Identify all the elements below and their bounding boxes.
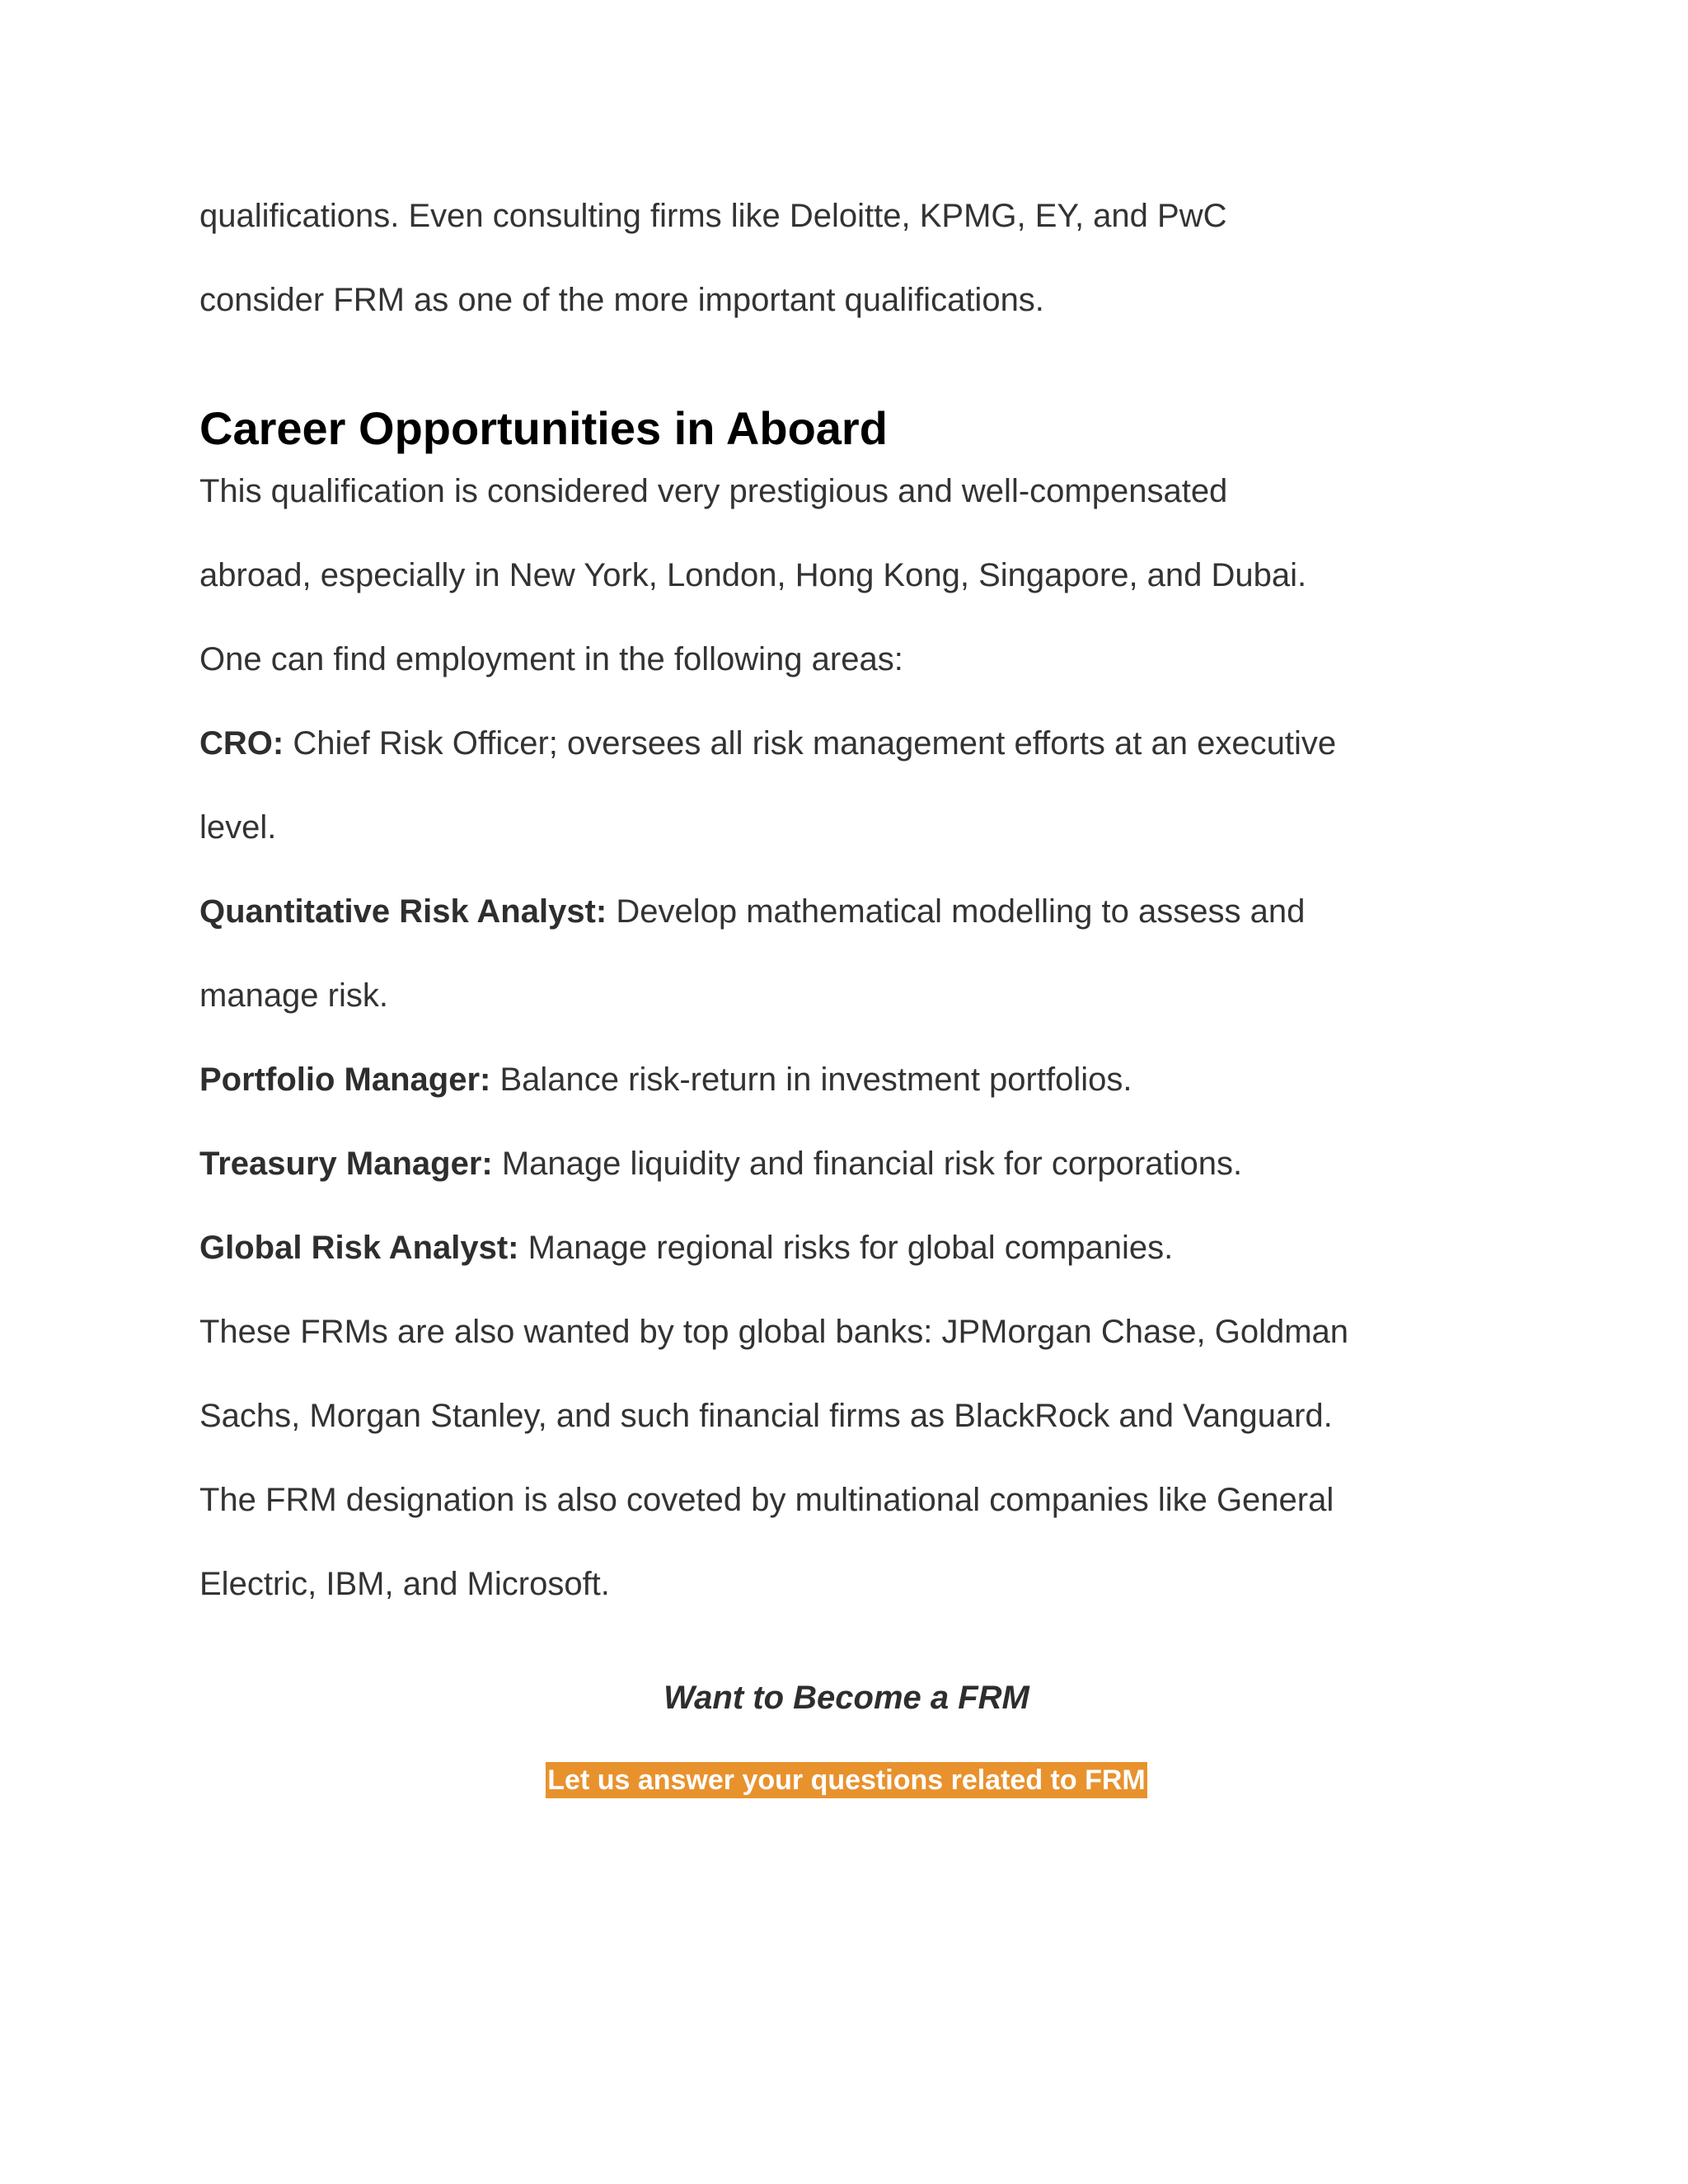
cta-container (199, 1762, 1493, 1798)
intro-line-2: consider FRM as one of the more important qualifications. (199, 282, 1044, 318)
role-term: Global Risk Analyst: (199, 1230, 519, 1266)
role-treasury-manager (199, 1144, 1242, 1183)
role-term: CRO: (199, 725, 284, 762)
role-description: Develop mathematical modelling to assess and (616, 893, 1306, 930)
cta-title: Want to Become a FRM (663, 1680, 1029, 1716)
intro-line-1: qualifications. Even consulting firms like Deloitte, KPMG, EY, and PwC (199, 198, 1227, 234)
paragraph-line: abroad, especially in New York, London, Hong Kong, Singapore, and Dubai. (199, 557, 1307, 593)
paragraph-line: One can find employment in the following areas: (199, 641, 903, 677)
role-description: Balance risk-return in investment portfolios. (499, 1062, 1132, 1098)
role-cro (199, 724, 1336, 763)
paragraph-line: This qualification is considered very prestigious and well-compensated (199, 473, 1228, 509)
role-global-risk-analyst (199, 1228, 1173, 1268)
role-term: Treasury Manager: (199, 1146, 493, 1182)
role-description-cont: level. (199, 809, 277, 846)
role-term: Portfolio Manager: (199, 1062, 491, 1098)
role-description: Chief Risk Officer; oversees all risk management efforts at an executive (293, 725, 1337, 762)
role-quant-risk-analyst (199, 892, 1305, 931)
closing-line: Electric, IBM, and Microsoft. (199, 1566, 610, 1602)
role-description: Manage liquidity and financial risk for corporations. (501, 1146, 1243, 1182)
role-description-cont: manage risk. (199, 977, 388, 1014)
section-heading: Career Opportunities in Aboard (199, 402, 888, 454)
closing-line: The FRM designation is also coveted by multinational companies like General (199, 1482, 1334, 1518)
closing-line: These FRMs are also wanted by top global banks: JPMorgan Chase, Goldman (199, 1314, 1349, 1350)
cta-link[interactable]: Let us answer your questions related to FRM (546, 1762, 1146, 1798)
role-portfolio-manager (199, 1060, 1132, 1099)
closing-line: Sachs, Morgan Stanley, and such financial firms as BlackRock and Vanguard. (199, 1398, 1333, 1434)
role-description: Manage regional risks for global companies. (528, 1230, 1174, 1266)
role-term: Quantitative Risk Analyst: (199, 893, 607, 930)
